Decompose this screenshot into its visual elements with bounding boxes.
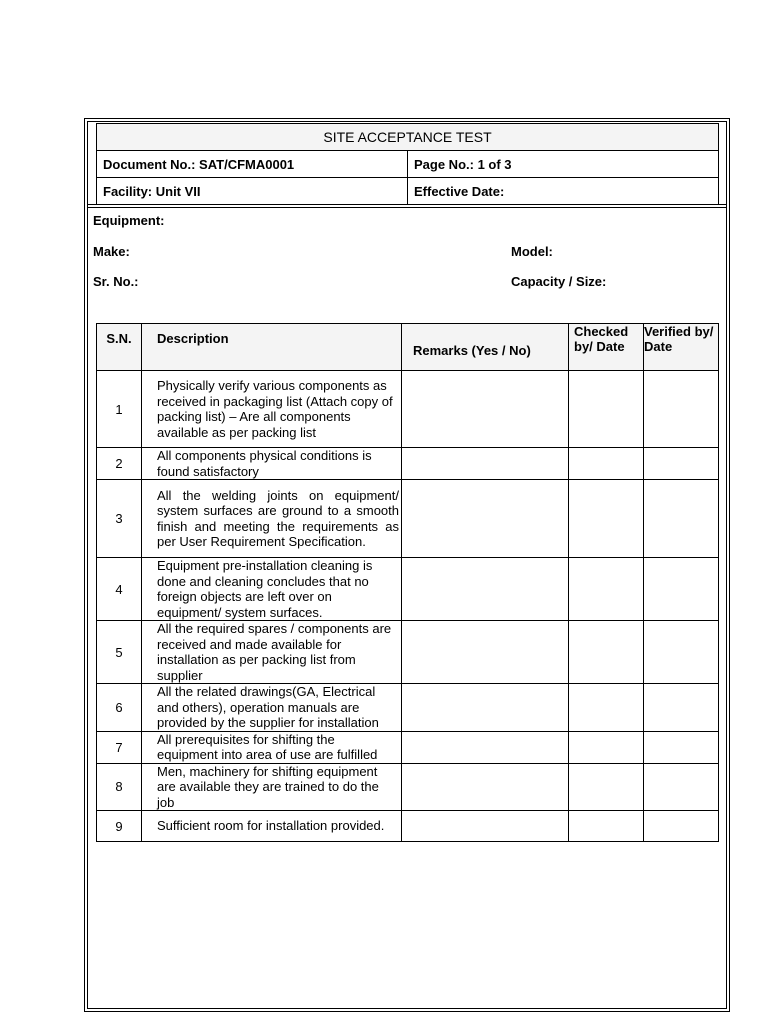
make-label: Make:	[93, 244, 130, 259]
checked-cell	[569, 371, 644, 448]
verified-cell	[644, 811, 719, 842]
checked-cell	[569, 621, 644, 684]
row-number: 6	[97, 684, 142, 732]
row-description: All the welding joints on equipment/ system surfaces are ground to a smooth finish and meeting the requirements as per User Requirement Specification.	[142, 480, 402, 558]
header-divider	[87, 204, 727, 205]
facility: Facility: Unit VII	[97, 178, 408, 205]
table-row	[97, 731, 719, 763]
checked-cell	[569, 480, 644, 558]
checked-cell	[569, 763, 644, 811]
checked-cell	[569, 731, 644, 763]
table-row	[97, 558, 719, 621]
verified-cell	[644, 480, 719, 558]
row-description: All prerequisites for shifting the equipment into area of use are fulfilled	[142, 731, 402, 763]
remarks-cell	[402, 558, 569, 621]
table-row	[97, 763, 719, 811]
effective-date: Effective Date:	[408, 178, 719, 205]
row-description: Sufficient room for installation provided.	[142, 811, 402, 842]
page-number: Page No.: 1 of 3	[408, 151, 719, 178]
column-header-checked: Checked by/ Date	[569, 324, 644, 371]
document-title: SITE ACCEPTANCE TEST	[97, 124, 719, 151]
row-number: 8	[97, 763, 142, 811]
remarks-cell	[402, 621, 569, 684]
verified-cell	[644, 763, 719, 811]
table-row	[97, 621, 719, 684]
row-number: 4	[97, 558, 142, 621]
verified-cell	[644, 731, 719, 763]
row-description: All components physical conditions is found satisfactory	[142, 448, 402, 480]
document-header	[96, 123, 719, 205]
checked-cell	[569, 448, 644, 480]
checked-cell	[569, 684, 644, 732]
header-divider	[87, 207, 727, 208]
model-label: Model:	[511, 244, 553, 259]
verified-cell	[644, 371, 719, 448]
row-description: Equipment pre-installation cleaning is done and cleaning concludes that no foreign objects are left over on equipment/ system surfaces.	[142, 558, 402, 621]
row-number: 3	[97, 480, 142, 558]
sr-no-label: Sr. No.:	[93, 274, 139, 289]
column-header-sn: S.N.	[97, 324, 142, 371]
row-description: Men, machinery for shifting equipment are available they are trained to do the job	[142, 763, 402, 811]
checked-cell	[569, 558, 644, 621]
verified-cell	[644, 684, 719, 732]
verified-cell	[644, 448, 719, 480]
remarks-cell	[402, 480, 569, 558]
verified-cell	[644, 558, 719, 621]
row-number: 9	[97, 811, 142, 842]
table-row	[97, 371, 719, 448]
checklist-table	[96, 323, 719, 842]
row-description: Physically verify various components as received in packaging list (Attach copy of packing list) – Are all components available as per packing list	[142, 371, 402, 448]
row-number: 5	[97, 621, 142, 684]
checked-cell	[569, 811, 644, 842]
remarks-cell	[402, 371, 569, 448]
remarks-cell	[402, 448, 569, 480]
row-description: All the related drawings(GA, Electrical and others), operation manuals are provided by the supplier for installation	[142, 684, 402, 732]
table-row	[97, 684, 719, 732]
column-header-description: Description	[142, 324, 402, 371]
verified-cell	[644, 621, 719, 684]
row-number: 2	[97, 448, 142, 480]
remarks-cell	[402, 684, 569, 732]
remarks-cell	[402, 731, 569, 763]
table-row	[97, 480, 719, 558]
equipment-label: Equipment:	[93, 213, 165, 228]
row-description: All the required spares / components are received and made available for installation as per packing list from supplier	[142, 621, 402, 684]
table-row	[97, 811, 719, 842]
table-row	[97, 448, 719, 480]
capacity-label: Capacity / Size:	[511, 274, 607, 289]
column-header-verified: Verified by/ Date	[644, 324, 719, 371]
row-number: 1	[97, 371, 142, 448]
remarks-cell	[402, 811, 569, 842]
row-number: 7	[97, 731, 142, 763]
remarks-cell	[402, 763, 569, 811]
document-number: Document No.: SAT/CFMA0001	[97, 151, 408, 178]
column-header-remarks: Remarks (Yes / No)	[402, 324, 569, 371]
